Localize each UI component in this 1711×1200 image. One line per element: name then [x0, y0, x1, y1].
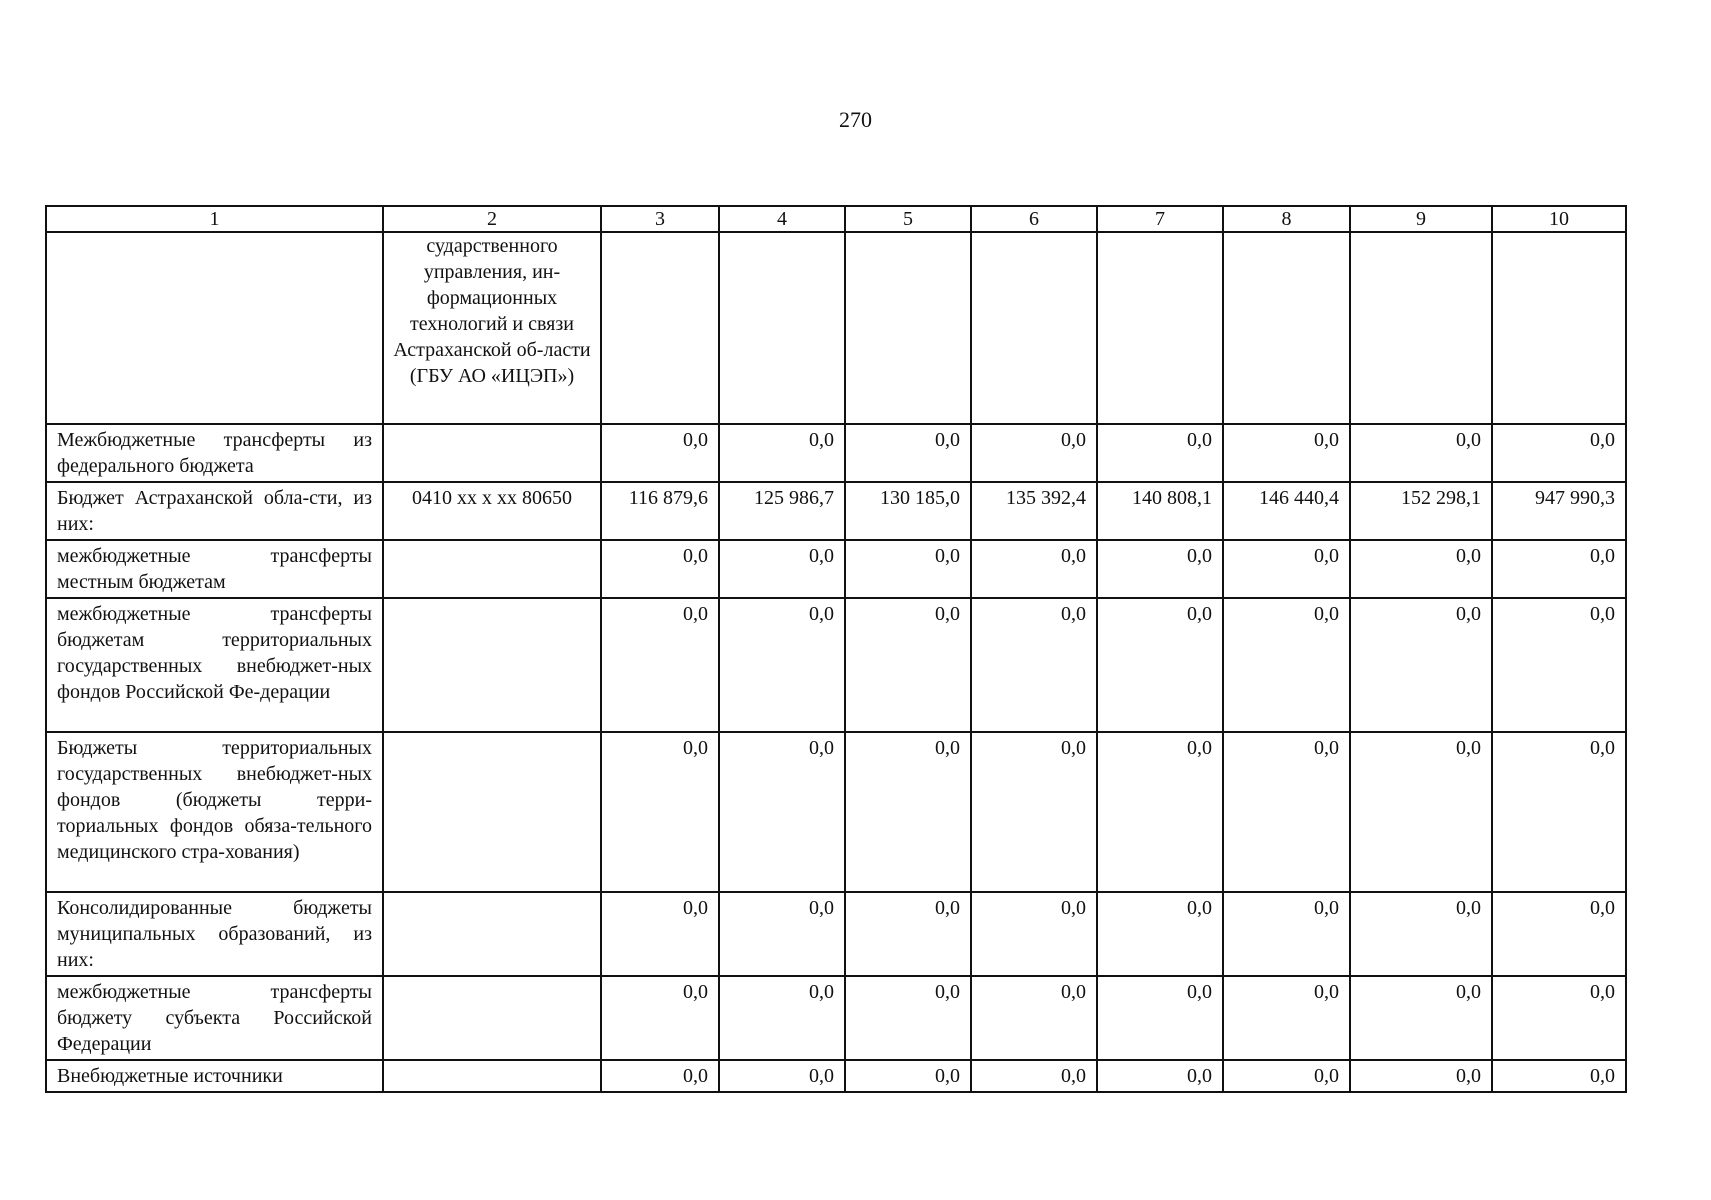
value-cell: 0,0 [845, 976, 971, 1060]
row-name: Межбюджетные трансферты из федерального бюджета [46, 424, 383, 482]
table-row [46, 976, 1626, 1060]
value-cell: 0,0 [719, 540, 845, 598]
table-row [46, 1060, 1626, 1092]
value-cell [719, 232, 845, 424]
value-cell: 0,0 [1223, 598, 1350, 732]
column-header: 2 [383, 206, 601, 232]
table-row [46, 892, 1626, 976]
page-number: 270 [839, 107, 872, 132]
value-cell: 0,0 [1097, 976, 1223, 1060]
value-cell: 0,0 [1350, 732, 1492, 892]
value-cell: 0,0 [1350, 1060, 1492, 1092]
value-cell [1097, 232, 1223, 424]
value-cell: 0,0 [719, 1060, 845, 1092]
row-name: межбюджетные трансферты бюджетам территориальных государственных внебюджет-ных фондов Российской Фе-дерации [46, 598, 383, 732]
table-row [46, 424, 1626, 482]
value-cell: 0,0 [1350, 598, 1492, 732]
value-cell: 0,0 [971, 1060, 1097, 1092]
table-row [46, 598, 1626, 732]
organization-name: сударственного управления, ин-формационных технологий и связи Астраханской об-ласти (ГБУ АО «ИЦЭП») [383, 232, 601, 424]
value-cell [845, 232, 971, 424]
row-name: Бюджет Астраханской обла-сти, из них: [46, 482, 383, 540]
value-cell: 140 808,1 [1097, 482, 1223, 540]
value-cell: 0,0 [1350, 976, 1492, 1060]
value-cell: 0,0 [971, 892, 1097, 976]
row-name: Бюджеты территориальных государственных внебюджет-ных фондов (бюджеты терри-ториальных фондов обяза-тельного медицинского стра-хования) [46, 732, 383, 892]
value-cell: 0,0 [845, 424, 971, 482]
value-cell: 0,0 [1097, 540, 1223, 598]
value-cell: 0,0 [1223, 732, 1350, 892]
value-cell: 0,0 [1492, 976, 1626, 1060]
table-row [46, 482, 1626, 540]
value-cell: 0,0 [971, 732, 1097, 892]
value-cell: 0,0 [1492, 424, 1626, 482]
value-cell: 0,0 [719, 976, 845, 1060]
column-header: 9 [1350, 206, 1492, 232]
row-name: Внебюджетные источники [46, 1060, 383, 1092]
value-cell: 0,0 [1350, 892, 1492, 976]
value-cell: 130 185,0 [845, 482, 971, 540]
value-cell: 0,0 [601, 1060, 719, 1092]
column-header: 7 [1097, 206, 1223, 232]
value-cell: 0,0 [601, 732, 719, 892]
row-name: Консолидированные бюджеты муниципальных образований, из них: [46, 892, 383, 976]
column-header: 3 [601, 206, 719, 232]
value-cell: 0,0 [1350, 540, 1492, 598]
value-cell: 0,0 [845, 540, 971, 598]
column-header: 5 [845, 206, 971, 232]
row-name [46, 232, 383, 424]
value-cell: 0,0 [1097, 892, 1223, 976]
value-cell: 0,0 [1492, 1060, 1626, 1092]
row-name: межбюджетные трансферты бюджету субъекта Российской Федерации [46, 976, 383, 1060]
table-row [46, 232, 1626, 424]
value-cell: 0,0 [845, 598, 971, 732]
value-cell: 125 986,7 [719, 482, 845, 540]
value-cell: 0,0 [1350, 424, 1492, 482]
value-cell: 116 879,6 [601, 482, 719, 540]
value-cell [971, 232, 1097, 424]
value-cell: 0,0 [1223, 1060, 1350, 1092]
value-cell [1492, 232, 1626, 424]
value-cell: 0,0 [845, 732, 971, 892]
value-cell: 947 990,3 [1492, 482, 1626, 540]
value-cell: 0,0 [1223, 976, 1350, 1060]
column-header: 8 [1223, 206, 1350, 232]
value-cell: 0,0 [719, 892, 845, 976]
value-cell: 0,0 [1097, 1060, 1223, 1092]
budget-code [383, 1060, 601, 1092]
table-row [46, 540, 1626, 598]
value-cell: 0,0 [1223, 892, 1350, 976]
value-cell: 135 392,4 [971, 482, 1097, 540]
column-header: 1 [46, 206, 383, 232]
table-row [46, 732, 1626, 892]
value-cell: 0,0 [845, 892, 971, 976]
value-cell: 0,0 [601, 892, 719, 976]
budget-code: 0410 хх х хх 80650 [383, 482, 601, 540]
value-cell: 0,0 [1492, 732, 1626, 892]
budget-table [45, 205, 1627, 1093]
budget-code [383, 976, 601, 1060]
value-cell: 152 298,1 [1350, 482, 1492, 540]
value-cell: 146 440,4 [1223, 482, 1350, 540]
column-header: 6 [971, 206, 1097, 232]
value-cell: 0,0 [1223, 540, 1350, 598]
row-name: межбюджетные трансферты местным бюджетам [46, 540, 383, 598]
column-header: 10 [1492, 206, 1626, 232]
budget-code [383, 892, 601, 976]
value-cell: 0,0 [1223, 424, 1350, 482]
value-cell: 0,0 [971, 976, 1097, 1060]
value-cell [1223, 232, 1350, 424]
value-cell: 0,0 [971, 540, 1097, 598]
header-row [46, 206, 1626, 232]
value-cell: 0,0 [845, 1060, 971, 1092]
value-cell: 0,0 [601, 598, 719, 732]
value-cell: 0,0 [1492, 540, 1626, 598]
value-cell [1350, 232, 1492, 424]
budget-code [383, 424, 601, 482]
value-cell: 0,0 [1492, 892, 1626, 976]
budget-code [383, 732, 601, 892]
value-cell: 0,0 [971, 424, 1097, 482]
value-cell: 0,0 [601, 976, 719, 1060]
value-cell [601, 232, 719, 424]
value-cell: 0,0 [1097, 424, 1223, 482]
value-cell: 0,0 [1492, 598, 1626, 732]
budget-code [383, 540, 601, 598]
column-header: 4 [719, 206, 845, 232]
value-cell: 0,0 [1097, 732, 1223, 892]
budget-code [383, 598, 601, 732]
value-cell: 0,0 [1097, 598, 1223, 732]
value-cell: 0,0 [971, 598, 1097, 732]
value-cell: 0,0 [601, 424, 719, 482]
value-cell: 0,0 [601, 540, 719, 598]
value-cell: 0,0 [719, 424, 845, 482]
value-cell: 0,0 [719, 598, 845, 732]
value-cell: 0,0 [719, 732, 845, 892]
